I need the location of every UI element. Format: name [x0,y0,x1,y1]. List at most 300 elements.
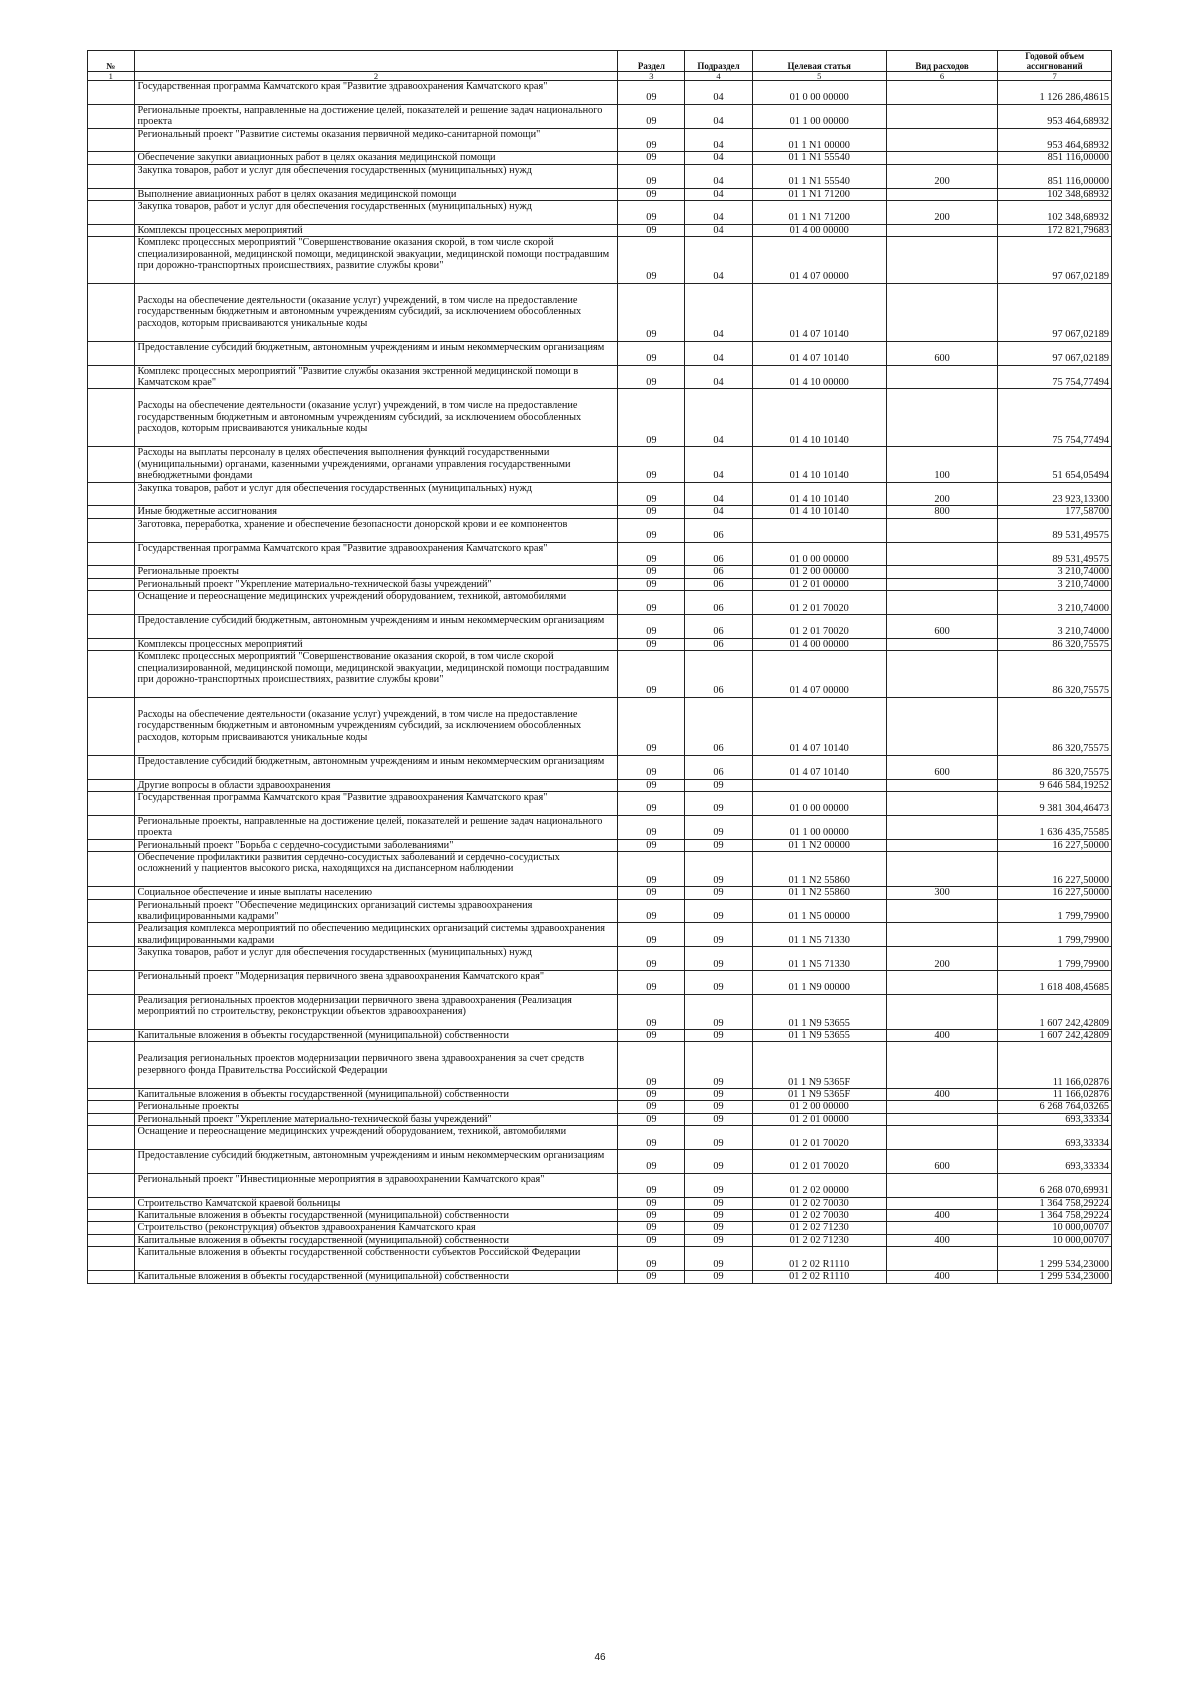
row-target-article: 01 1 N9 00000 [752,971,886,995]
col-number: 3 [618,72,685,81]
row-podrazdel: 04 [685,506,752,518]
row-number-cell [88,1150,135,1174]
row-target-article: 01 4 07 00000 [752,651,886,698]
row-amount: 97 067,02189 [998,283,1112,341]
row-number-cell [88,792,135,816]
row-expense-type [886,779,997,791]
row-name: Другие вопросы в области здравоохранения [134,779,618,791]
table-row [88,591,1112,615]
row-target-article: 01 2 01 70020 [752,615,886,639]
row-number-cell [88,518,135,542]
row-amount: 177,58700 [998,506,1112,518]
row-number-cell [88,651,135,698]
row-podrazdel: 09 [685,1113,752,1125]
row-number-cell [88,341,135,365]
row-target-article [752,779,886,791]
row-target-article: 01 1 N9 53655 [752,994,886,1029]
row-podrazdel: 09 [685,1247,752,1271]
row-expense-type: 400 [886,1234,997,1246]
row-amount: 9 646 584,19252 [998,779,1112,791]
row-razdel: 09 [618,542,685,566]
table-row [88,365,1112,389]
row-number-cell [88,839,135,851]
row-podrazdel: 04 [685,365,752,389]
table-row [88,201,1112,225]
row-target-article: 01 4 07 10140 [752,755,886,779]
row-expense-type: 400 [886,1030,997,1042]
row-target-article: 01 4 10 10140 [752,506,886,518]
row-name: Предоставление субсидий бюджетным, автономным учреждениям и иным некоммерческим организациям [134,755,618,779]
row-name: Выполнение авиационных работ в целях оказания медицинской помощи [134,188,618,200]
row-amount: 86 320,75575 [998,638,1112,650]
row-podrazdel: 04 [685,482,752,506]
row-expense-type [886,591,997,615]
row-razdel: 09 [618,779,685,791]
row-target-article: 01 1 N9 53655 [752,1030,886,1042]
row-amount: 16 227,50000 [998,887,1112,899]
table-row [88,792,1112,816]
row-number-cell [88,578,135,590]
table-row [88,755,1112,779]
row-amount: 89 531,49575 [998,518,1112,542]
row-razdel: 09 [618,518,685,542]
row-target-article: 01 1 N5 00000 [752,899,886,923]
row-name: Региональные проекты, направленные на достижение целей, показателей и решение задач национального проекта [134,815,618,839]
row-razdel: 09 [618,578,685,590]
row-target-article: 01 2 01 70020 [752,1126,886,1150]
row-name: Расходы на обеспечение деятельности (оказание услуг) учреждений, в том числе на предоставление государственным бюджетным и автономным учреждениям субсидий, за исключением обособленных расходов, которым присваиваются уникальные коды [134,389,618,447]
row-name: Закупка товаров, работ и услуг для обеспечения государственных (муниципальных) нужд [134,482,618,506]
row-podrazdel: 09 [685,1271,752,1283]
row-target-article: 01 4 07 10140 [752,283,886,341]
col-number: 2 [134,72,618,81]
table-row [88,389,1112,447]
row-target-article: 01 1 N1 71200 [752,201,886,225]
row-name: Региональный проект "Борьба с сердечно-сосудистыми заболеваниями" [134,839,618,851]
row-name: Региональный проект "Инвестиционные мероприятия в здравоохранении Камчатского края" [134,1173,618,1197]
row-razdel: 09 [618,994,685,1029]
row-razdel: 09 [618,947,685,971]
table-body [88,81,1112,1284]
row-name: Предоставление субсидий бюджетным, автономным учреждениям и иным некоммерческим организациям [134,1150,618,1174]
row-name: Капитальные вложения в объекты государственной (муниципальной) собственности [134,1089,618,1101]
row-podrazdel: 04 [685,164,752,188]
row-expense-type: 400 [886,1089,997,1101]
row-expense-type: 600 [886,755,997,779]
table-row [88,1101,1112,1113]
row-razdel: 09 [618,341,685,365]
row-razdel: 09 [618,237,685,284]
row-podrazdel: 04 [685,152,752,164]
row-number-cell [88,923,135,947]
row-target-article: 01 4 10 00000 [752,365,886,389]
row-expense-type: 800 [886,506,997,518]
table-row [88,697,1112,755]
row-number-cell [88,971,135,995]
row-amount: 851 116,00000 [998,164,1112,188]
row-podrazdel: 04 [685,81,752,105]
row-target-article: 01 1 N2 55860 [752,852,886,887]
row-target-article: 01 1 N1 71200 [752,188,886,200]
row-number-cell [88,164,135,188]
row-target-article: 01 4 07 10140 [752,697,886,755]
row-podrazdel: 06 [685,566,752,578]
row-podrazdel: 06 [685,651,752,698]
row-name: Региональные проекты [134,1101,618,1113]
row-name: Капитальные вложения в объекты государственной (муниципальной) собственности [134,1271,618,1283]
table-row [88,447,1112,482]
table-row [88,224,1112,236]
row-razdel: 09 [618,566,685,578]
row-razdel: 09 [618,1030,685,1042]
row-name: Государственная программа Камчатского края "Развитие здравоохранения Камчатского края" [134,542,618,566]
row-target-article: 01 0 00 00000 [752,792,886,816]
row-razdel: 09 [618,1126,685,1150]
table-row [88,638,1112,650]
row-expense-type [886,1173,997,1197]
row-name: Государственная программа Камчатского края "Развитие здравоохранения Камчатского края" [134,792,618,816]
row-number-cell [88,542,135,566]
table-row [88,188,1112,200]
row-target-article: 01 2 02 70030 [752,1197,886,1209]
header-num: № [88,51,135,72]
column-number-row [88,72,1112,81]
row-razdel: 09 [618,815,685,839]
table-row [88,518,1112,542]
row-name: Региональный проект "Модернизация первичного звена здравоохранения Камчатского края" [134,971,618,995]
row-podrazdel: 09 [685,1042,752,1089]
row-razdel: 09 [618,1247,685,1271]
row-target-article: 01 2 00 00000 [752,566,886,578]
row-expense-type [886,81,997,105]
table-row [88,994,1112,1029]
row-amount: 1 607 242,42809 [998,1030,1112,1042]
row-number-cell [88,1030,135,1042]
row-podrazdel: 09 [685,947,752,971]
row-amount: 693,33334 [998,1113,1112,1125]
row-amount: 97 067,02189 [998,237,1112,284]
row-number-cell [88,128,135,152]
row-number-cell [88,237,135,284]
row-podrazdel: 04 [685,283,752,341]
row-expense-type [886,899,997,923]
row-amount: 86 320,75575 [998,697,1112,755]
row-number-cell [88,81,135,105]
table-row [88,164,1112,188]
row-name: Реализация комплекса мероприятий по обеспечению медицинских организаций системы здравоохранения квалифицированными кадрами [134,923,618,947]
row-target-article: 01 2 02 70030 [752,1210,886,1222]
header-target-article: Целевая статья [752,51,886,72]
row-expense-type [886,1042,997,1089]
row-name: Капитальные вложения в объекты государственной (муниципальной) собственности [134,1210,618,1222]
row-expense-type [886,104,997,128]
row-razdel: 09 [618,887,685,899]
table-row [88,1042,1112,1089]
col-number: 1 [88,72,135,81]
page-number: 46 [594,1652,606,1663]
row-razdel: 09 [618,506,685,518]
row-expense-type [886,566,997,578]
table-row [88,283,1112,341]
row-number-cell [88,1126,135,1150]
row-number-cell [88,365,135,389]
row-podrazdel: 04 [685,389,752,447]
row-target-article: 01 2 02 71230 [752,1234,886,1246]
row-number-cell [88,852,135,887]
row-name: Закупка товаров, работ и услуг для обеспечения государственных (муниципальных) нужд [134,164,618,188]
row-number-cell [88,899,135,923]
header-name [134,51,618,72]
row-podrazdel: 09 [685,1126,752,1150]
header-razdel: Раздел [618,51,685,72]
table-row [88,104,1112,128]
row-razdel: 09 [618,591,685,615]
row-number-cell [88,994,135,1029]
row-name: Капитальные вложения в объекты государственной (муниципальной) собственности [134,1234,618,1246]
row-podrazdel: 09 [685,852,752,887]
row-target-article: 01 1 N9 5365F [752,1089,886,1101]
row-name: Социальное обеспечение и иные выплаты населению [134,887,618,899]
row-name: Оснащение и переоснащение медицинских учреждений оборудованием, техникой, автомобилями [134,591,618,615]
row-podrazdel: 09 [685,1101,752,1113]
row-number-cell [88,697,135,755]
header-row [88,51,1112,72]
row-number-cell [88,1210,135,1222]
row-expense-type [886,815,997,839]
row-number-cell [88,1247,135,1271]
row-podrazdel: 06 [685,638,752,650]
row-expense-type: 600 [886,341,997,365]
row-podrazdel: 09 [685,779,752,791]
row-amount: 1 799,79900 [998,923,1112,947]
row-razdel: 09 [618,1210,685,1222]
row-name: Региональный проект "Развитие системы оказания первичной медико-санитарной помощи" [134,128,618,152]
row-expense-type: 600 [886,615,997,639]
row-amount: 23 923,13300 [998,482,1112,506]
row-razdel: 09 [618,923,685,947]
row-target-article: 01 0 00 00000 [752,542,886,566]
col-number: 4 [685,72,752,81]
row-number-cell [88,1197,135,1209]
row-name: Реализация региональных проектов модернизации первичного звена здравоохранения за счет средств резервного фонда Правительства Российской Федерации [134,1042,618,1089]
row-expense-type: 100 [886,447,997,482]
row-podrazdel: 04 [685,188,752,200]
col-number: 5 [752,72,886,81]
row-amount: 1 299 534,23000 [998,1271,1112,1283]
row-number-cell [88,188,135,200]
row-expense-type [886,188,997,200]
row-target-article: 01 1 N1 55540 [752,152,886,164]
row-razdel: 09 [618,1101,685,1113]
row-amount: 86 320,75575 [998,651,1112,698]
row-podrazdel: 09 [685,1197,752,1209]
row-name: Реализация региональных проектов модернизации первичного звена здравоохранения (Реализация мероприятий по строительству, реконструкции объектов здравоохранения) [134,994,618,1029]
row-expense-type [886,1113,997,1125]
row-razdel: 09 [618,1089,685,1101]
row-name: Капитальные вложения в объекты государственной собственности субъектов Российской Федерации [134,1247,618,1271]
row-target-article: 01 4 00 00000 [752,224,886,236]
row-expense-type [886,994,997,1029]
row-razdel: 09 [618,1042,685,1089]
table-row [88,1247,1112,1271]
row-expense-type [886,128,997,152]
row-podrazdel: 06 [685,542,752,566]
row-amount: 6 268 070,69931 [998,1173,1112,1197]
row-target-article: 01 1 00 00000 [752,104,886,128]
row-razdel: 09 [618,792,685,816]
table-row [88,815,1112,839]
row-amount: 16 227,50000 [998,839,1112,851]
row-razdel: 09 [618,899,685,923]
row-razdel: 09 [618,128,685,152]
row-number-cell [88,104,135,128]
row-number-cell [88,591,135,615]
row-name: Расходы на выплаты персоналу в целях обеспечения выполнения функций государственными (муниципальными) органами, казенными учреждениями, органами управления государственными внебюджетными фондами [134,447,618,482]
row-target-article [752,518,886,542]
row-podrazdel: 06 [685,591,752,615]
row-expense-type [886,638,997,650]
row-razdel: 09 [618,104,685,128]
row-target-article: 01 1 00 00000 [752,815,886,839]
row-number-cell [88,201,135,225]
table-row [88,506,1112,518]
table-row [88,1210,1112,1222]
row-name: Заготовка, переработка, хранение и обеспечение безопасности донорской крови и ее компонентов [134,518,618,542]
row-target-article: 01 1 N5 71330 [752,947,886,971]
row-name: Региональные проекты [134,566,618,578]
row-amount: 693,33334 [998,1126,1112,1150]
row-expense-type [886,697,997,755]
row-razdel: 09 [618,852,685,887]
col-number: 7 [998,72,1112,81]
row-number-cell [88,506,135,518]
row-name: Закупка товаров, работ и услуг для обеспечения государственных (муниципальных) нужд [134,201,618,225]
row-podrazdel: 09 [685,1030,752,1042]
table-row [88,341,1112,365]
row-target-article: 01 2 02 71230 [752,1222,886,1234]
row-amount: 1 618 408,45685 [998,971,1112,995]
table-row [88,1197,1112,1209]
row-expense-type: 200 [886,164,997,188]
table-row [88,1271,1112,1283]
row-razdel: 09 [618,365,685,389]
row-name: Региональные проекты, направленные на достижение целей, показателей и решение задач национального проекта [134,104,618,128]
row-name: Строительство Камчатской краевой больницы [134,1197,618,1209]
row-number-cell [88,1222,135,1234]
table-row [88,887,1112,899]
row-razdel: 09 [618,971,685,995]
row-razdel: 09 [618,201,685,225]
row-podrazdel: 06 [685,615,752,639]
table-row [88,1113,1112,1125]
row-number-cell [88,1271,135,1283]
row-podrazdel: 06 [685,578,752,590]
row-razdel: 09 [618,839,685,851]
row-number-cell [88,887,135,899]
row-razdel: 09 [618,1173,685,1197]
row-amount: 1 799,79900 [998,947,1112,971]
row-target-article: 01 2 00 00000 [752,1101,886,1113]
row-expense-type [886,651,997,698]
row-razdel: 09 [618,651,685,698]
row-amount: 1 126 286,48615 [998,81,1112,105]
row-number-cell [88,283,135,341]
row-amount: 1 636 435,75585 [998,815,1112,839]
row-name: Комплексы процессных мероприятий [134,224,618,236]
row-razdel: 09 [618,1150,685,1174]
table-row [88,852,1112,887]
row-expense-type [886,839,997,851]
header-podrazdel: Подраздел [685,51,752,72]
row-name: Региональный проект "Обеспечение медицинских организаций системы здравоохранения квалифицированными кадрами" [134,899,618,923]
row-number-cell [88,152,135,164]
row-amount: 97 067,02189 [998,341,1112,365]
row-number-cell [88,1234,135,1246]
row-podrazdel: 09 [685,971,752,995]
row-amount: 9 381 304,46473 [998,792,1112,816]
row-expense-type: 200 [886,201,997,225]
row-amount: 89 531,49575 [998,542,1112,566]
row-target-article: 01 1 N5 71330 [752,923,886,947]
row-target-article: 01 4 10 10140 [752,389,886,447]
row-podrazdel: 09 [685,1210,752,1222]
row-podrazdel: 09 [685,1173,752,1197]
row-amount: 1 299 534,23000 [998,1247,1112,1271]
table-row [88,482,1112,506]
row-razdel: 09 [618,447,685,482]
row-expense-type: 400 [886,1271,997,1283]
row-number-cell [88,755,135,779]
row-target-article: 01 4 10 10140 [752,447,886,482]
row-razdel: 09 [618,638,685,650]
row-podrazdel: 04 [685,224,752,236]
row-amount: 102 348,68932 [998,188,1112,200]
row-podrazdel: 09 [685,1089,752,1101]
row-razdel: 09 [618,1113,685,1125]
row-target-article: 01 1 N1 55540 [752,164,886,188]
table-row [88,128,1112,152]
row-target-article: 01 2 01 00000 [752,578,886,590]
row-expense-type [886,1197,997,1209]
row-amount: 6 268 764,03265 [998,1101,1112,1113]
row-target-article: 01 2 02 R1110 [752,1271,886,1283]
row-razdel: 09 [618,1222,685,1234]
row-name: Закупка товаров, работ и услуг для обеспечения государственных (муниципальных) нужд [134,947,618,971]
row-expense-type [886,1247,997,1271]
table-row [88,1150,1112,1174]
table-row [88,947,1112,971]
row-amount: 10 000,00707 [998,1234,1112,1246]
row-podrazdel: 09 [685,815,752,839]
row-podrazdel: 04 [685,447,752,482]
row-podrazdel: 09 [685,923,752,947]
row-name: Комплексы процессных мероприятий [134,638,618,650]
row-expense-type [886,152,997,164]
row-expense-type [886,1101,997,1113]
row-expense-type [886,365,997,389]
row-razdel: 09 [618,482,685,506]
table-row [88,542,1112,566]
row-number-cell [88,1089,135,1101]
row-number-cell [88,779,135,791]
row-razdel: 09 [618,152,685,164]
row-expense-type: 400 [886,1210,997,1222]
row-name: Комплекс процессных мероприятий "Совершенствование оказания скорой, в том числе скорой специализированной, медицинской помощи, медицинской эвакуации, медицинской помощи пострадавшим при дорожно-транспортных происшествиях, развитие службы крови" [134,237,618,284]
row-razdel: 09 [618,283,685,341]
budget-table [87,50,1112,1284]
row-podrazdel: 04 [685,201,752,225]
row-podrazdel: 04 [685,128,752,152]
